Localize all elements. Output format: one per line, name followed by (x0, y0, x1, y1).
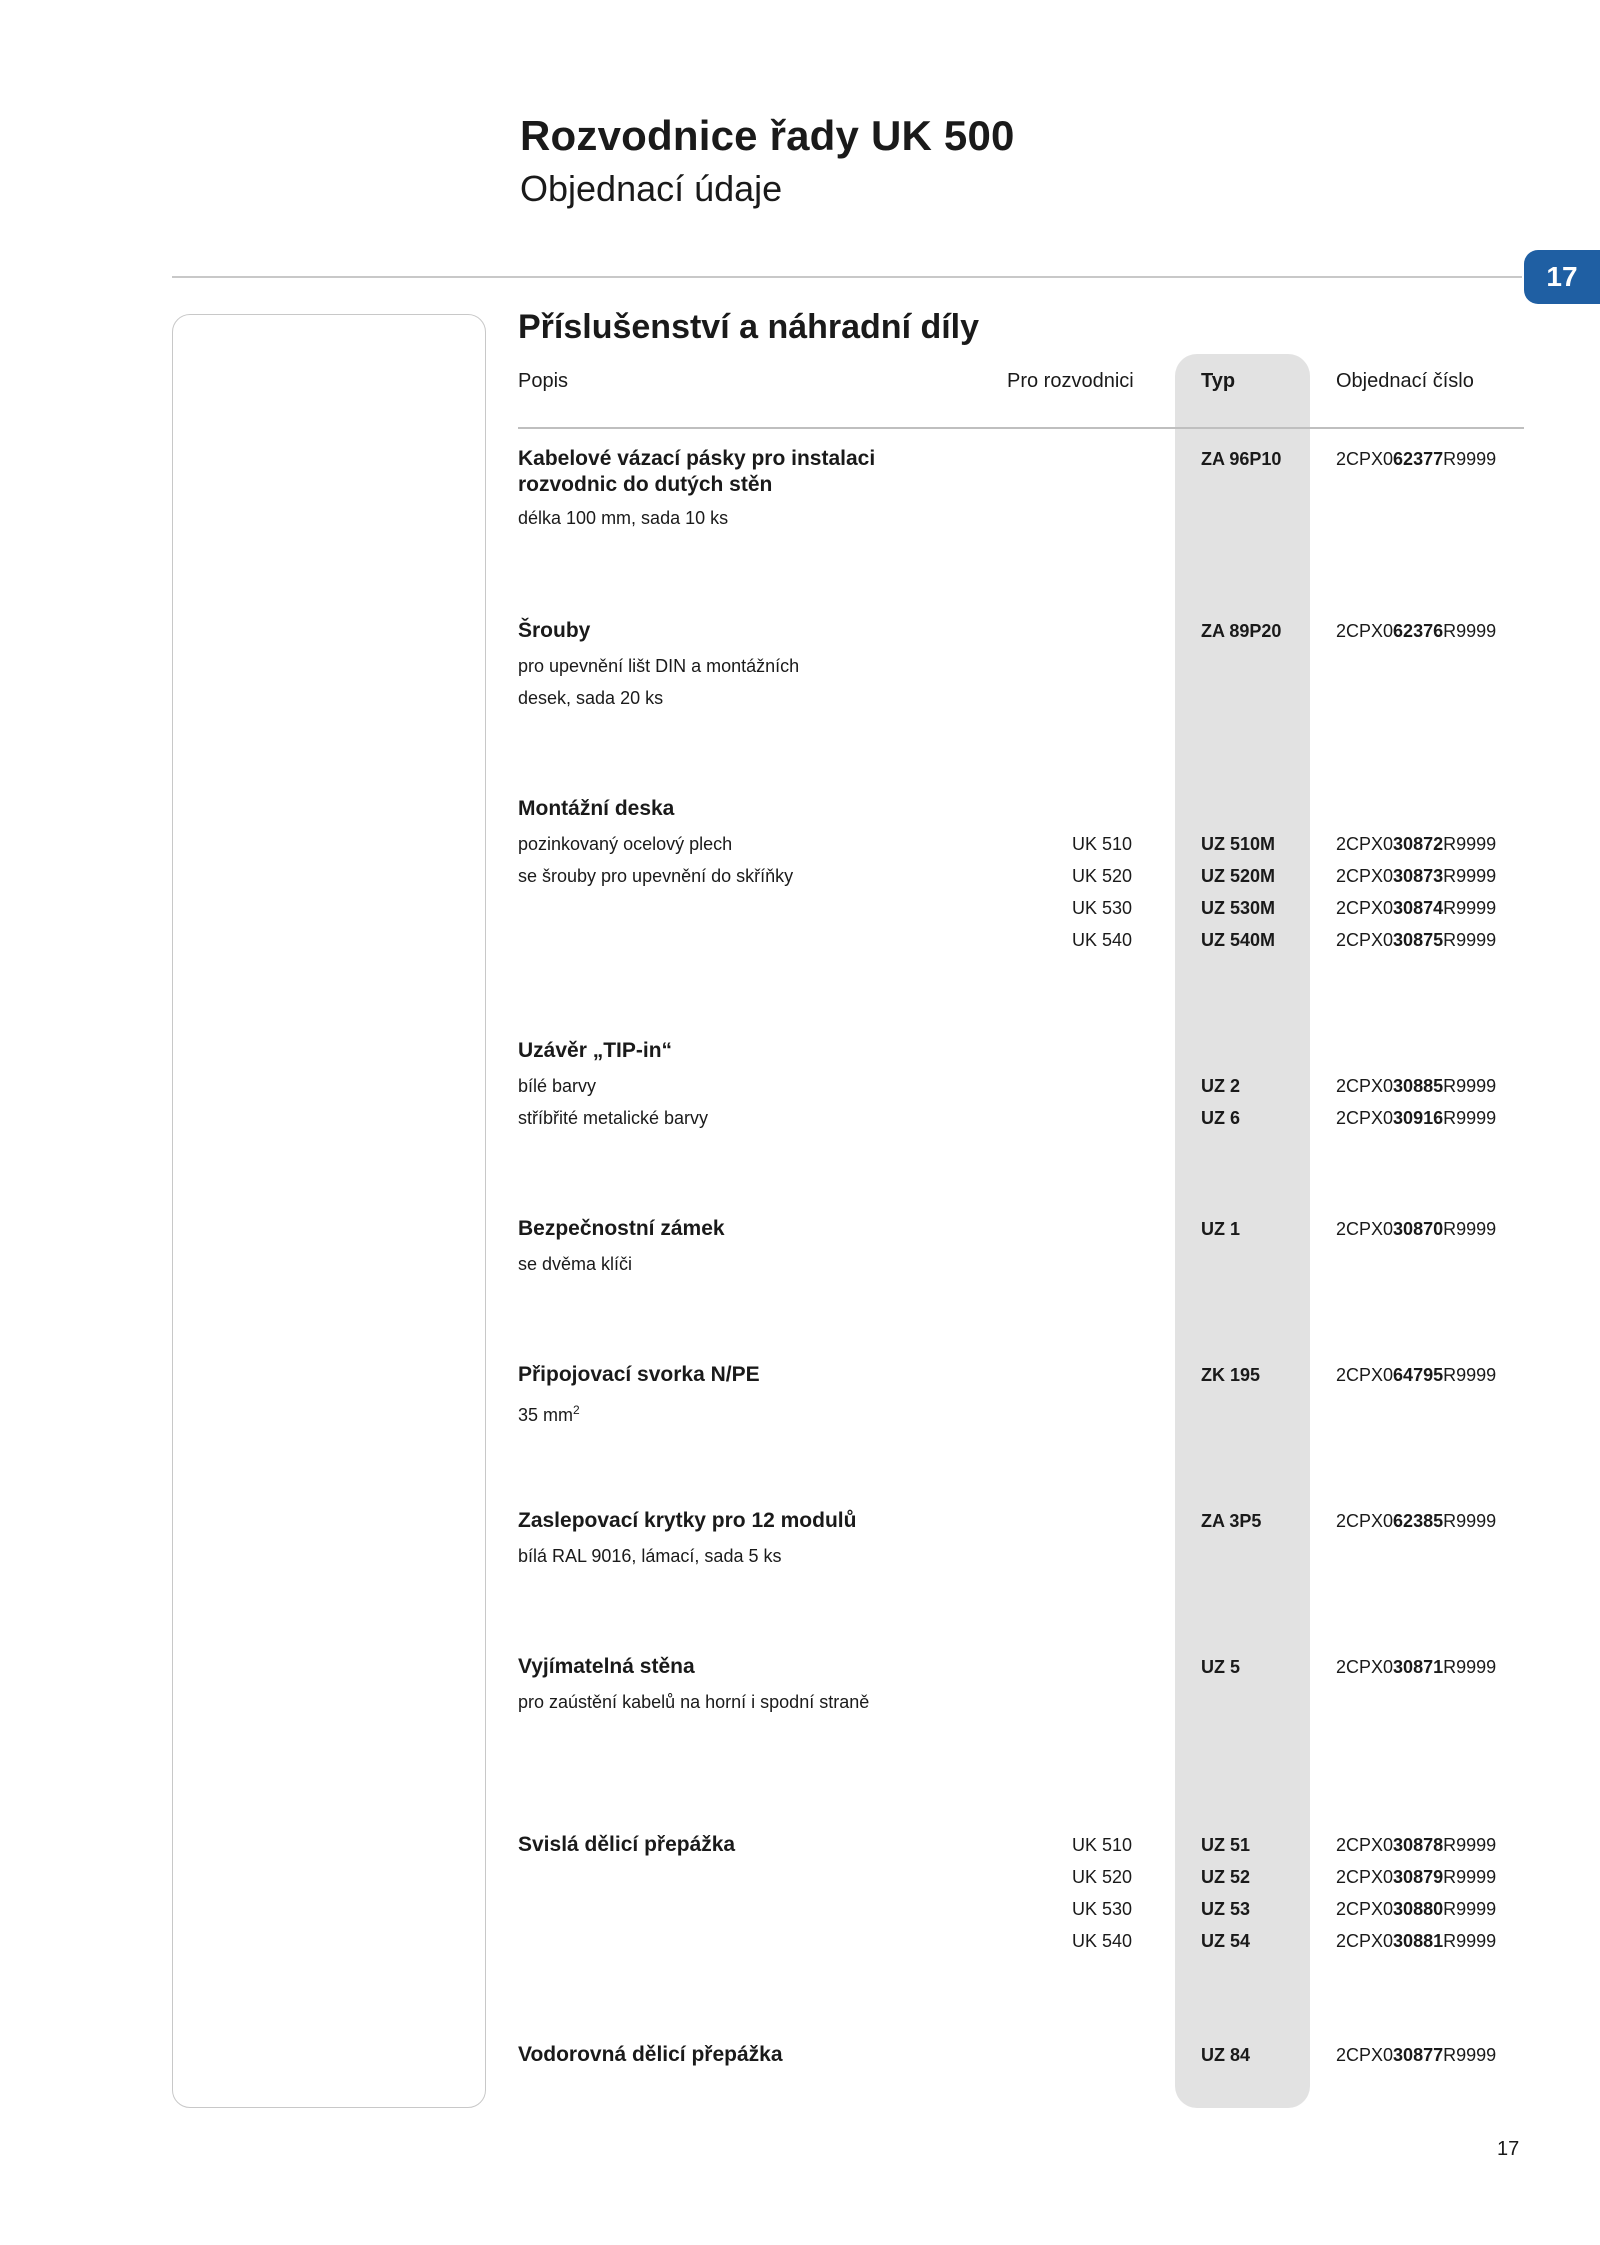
item-desc: stříbřité metalické barvy (518, 1108, 709, 1128)
header-typ: Typ (1201, 370, 1236, 392)
item-desc: bílá RAL 9016, lámací, sada 5 ks (518, 1546, 782, 1566)
typ-cell: ZK 195 (1201, 1365, 1261, 1385)
uk-cell: UK 540 (1072, 930, 1133, 950)
typ-cell: UZ 2 (1201, 1076, 1241, 1096)
page-number: 17 (1497, 2138, 1520, 2160)
header-pro-rozvodnici: Pro rozvodnici (1007, 370, 1134, 392)
typ-cell: UZ 53 (1201, 1899, 1251, 1919)
uk-cell: UK 530 (1072, 898, 1133, 918)
table-row (0, 860, 1600, 892)
table-row (0, 2039, 1600, 2071)
order-cell: 2CPX064795R9999 (1336, 1365, 1497, 1385)
uk-cell: UK 520 (1072, 1867, 1133, 1887)
item-desc: pro zaústění kabelů na horní i spodní straně (518, 1692, 870, 1712)
typ-cell: UZ 510M (1201, 834, 1276, 854)
table-row (0, 892, 1600, 924)
header-popis: Popis (518, 370, 569, 392)
order-cell: 2CPX030916R9999 (1336, 1108, 1497, 1128)
typ-cell: UZ 54 (1201, 1931, 1251, 1951)
order-cell: 2CPX030879R9999 (1336, 1867, 1497, 1887)
typ-cell: UZ 52 (1201, 1867, 1251, 1887)
section-title: Příslušenství a náhradní díly (518, 308, 980, 346)
header-objednaci-cislo: Objednací číslo (1336, 370, 1474, 392)
chapter-tab[interactable]: 17 (1524, 250, 1600, 304)
table-row (0, 443, 1600, 475)
typ-cell: ZA 96P10 (1201, 449, 1282, 469)
uk-cell: UK 510 (1072, 1835, 1133, 1855)
superscript: 2 (573, 1403, 580, 1417)
table-row (0, 1505, 1600, 1537)
typ-cell: UZ 84 (1201, 2045, 1251, 2065)
order-cell: 2CPX062376R9999 (1336, 621, 1497, 641)
typ-cell: UZ 540M (1201, 930, 1276, 950)
order-cell: 2CPX030880R9999 (1336, 1899, 1497, 1919)
typ-cell: UZ 51 (1201, 1835, 1251, 1855)
table-row (0, 615, 1600, 647)
item-name: Svislá dělicí přepážka (518, 1833, 736, 1856)
table-row (0, 1861, 1600, 1893)
order-cell: 2CPX030875R9999 (1336, 930, 1497, 950)
item-name: Uzávěr „TIP-in“ (518, 1039, 673, 1062)
typ-cell: UZ 5 (1201, 1657, 1241, 1677)
item-desc: pro upevnění lišt DIN a montážních (518, 656, 800, 676)
order-cell: 2CPX030881R9999 (1336, 1931, 1497, 1951)
order-cell: 2CPX030878R9999 (1336, 1835, 1497, 1855)
uk-cell: UK 540 (1072, 1931, 1133, 1951)
table-row (0, 1925, 1600, 1957)
item-desc: desek, sada 20 ks (518, 688, 664, 708)
uk-cell: UK 520 (1072, 866, 1133, 886)
item-name: Zaslepovací krytky pro 12 modulů (518, 1509, 857, 1532)
header-divider (518, 427, 1524, 429)
order-cell: 2CPX030872R9999 (1336, 834, 1497, 854)
item-name: Připojovací svorka N/PE (518, 1363, 760, 1386)
page-title: Rozvodnice řady UK 500 (520, 112, 1015, 159)
typ-cell: ZA 89P20 (1201, 621, 1282, 641)
page-subtitle: Objednací údaje (520, 168, 783, 209)
order-cell: 2CPX030871R9999 (1336, 1657, 1497, 1677)
table-row (0, 924, 1600, 956)
order-cell: 2CPX030870R9999 (1336, 1219, 1497, 1239)
item-desc: pozinkovaný ocelový plech (518, 834, 733, 854)
order-cell: 2CPX030873R9999 (1336, 866, 1497, 886)
order-cell: 2CPX062377R9999 (1336, 449, 1497, 469)
table-row (0, 1070, 1600, 1102)
typ-cell: UZ 1 (1201, 1219, 1241, 1239)
item-name: Vyjímatelná stěna (518, 1655, 695, 1678)
uk-cell: UK 530 (1072, 1899, 1133, 1919)
top-divider (172, 276, 1522, 278)
item-desc: délka 100 mm, sada 10 ks (518, 508, 729, 528)
order-cell: 2CPX030885R9999 (1336, 1076, 1497, 1096)
item-desc: se dvěma klíči (518, 1254, 633, 1274)
table-row (0, 1359, 1600, 1391)
typ-cell: UZ 520M (1201, 866, 1276, 886)
item-name: Kabelové vázací pásky pro instalaci rozvodnic do dutých stěn (518, 447, 876, 496)
uk-cell: UK 510 (1072, 834, 1133, 854)
table-row (0, 1651, 1600, 1683)
typ-cell: ZA 3P5 (1201, 1511, 1262, 1531)
item-desc: se šrouby pro upevnění do skříňky (518, 866, 794, 886)
table-row (0, 1213, 1600, 1245)
table-row (0, 1893, 1600, 1925)
item-name: Bezpečnostní zámek (518, 1217, 725, 1240)
item-name: Montážní deska (518, 797, 675, 820)
order-cell: 2CPX030874R9999 (1336, 898, 1497, 918)
item-name: Vodorovná dělicí přepážka (518, 2043, 783, 2066)
order-cell: 2CPX030877R9999 (1336, 2045, 1497, 2065)
item-name: Šrouby (518, 619, 591, 642)
table-row (0, 828, 1600, 860)
item-desc: bílé barvy (518, 1076, 597, 1096)
item-desc: 35 $mm^2$ (518, 1403, 580, 1425)
order-cell: 2CPX062385R9999 (1336, 1511, 1497, 1531)
table-row (0, 1829, 1600, 1861)
table-row (0, 1102, 1600, 1134)
typ-cell: UZ 6 (1201, 1108, 1241, 1128)
typ-cell: UZ 530M (1201, 898, 1276, 918)
